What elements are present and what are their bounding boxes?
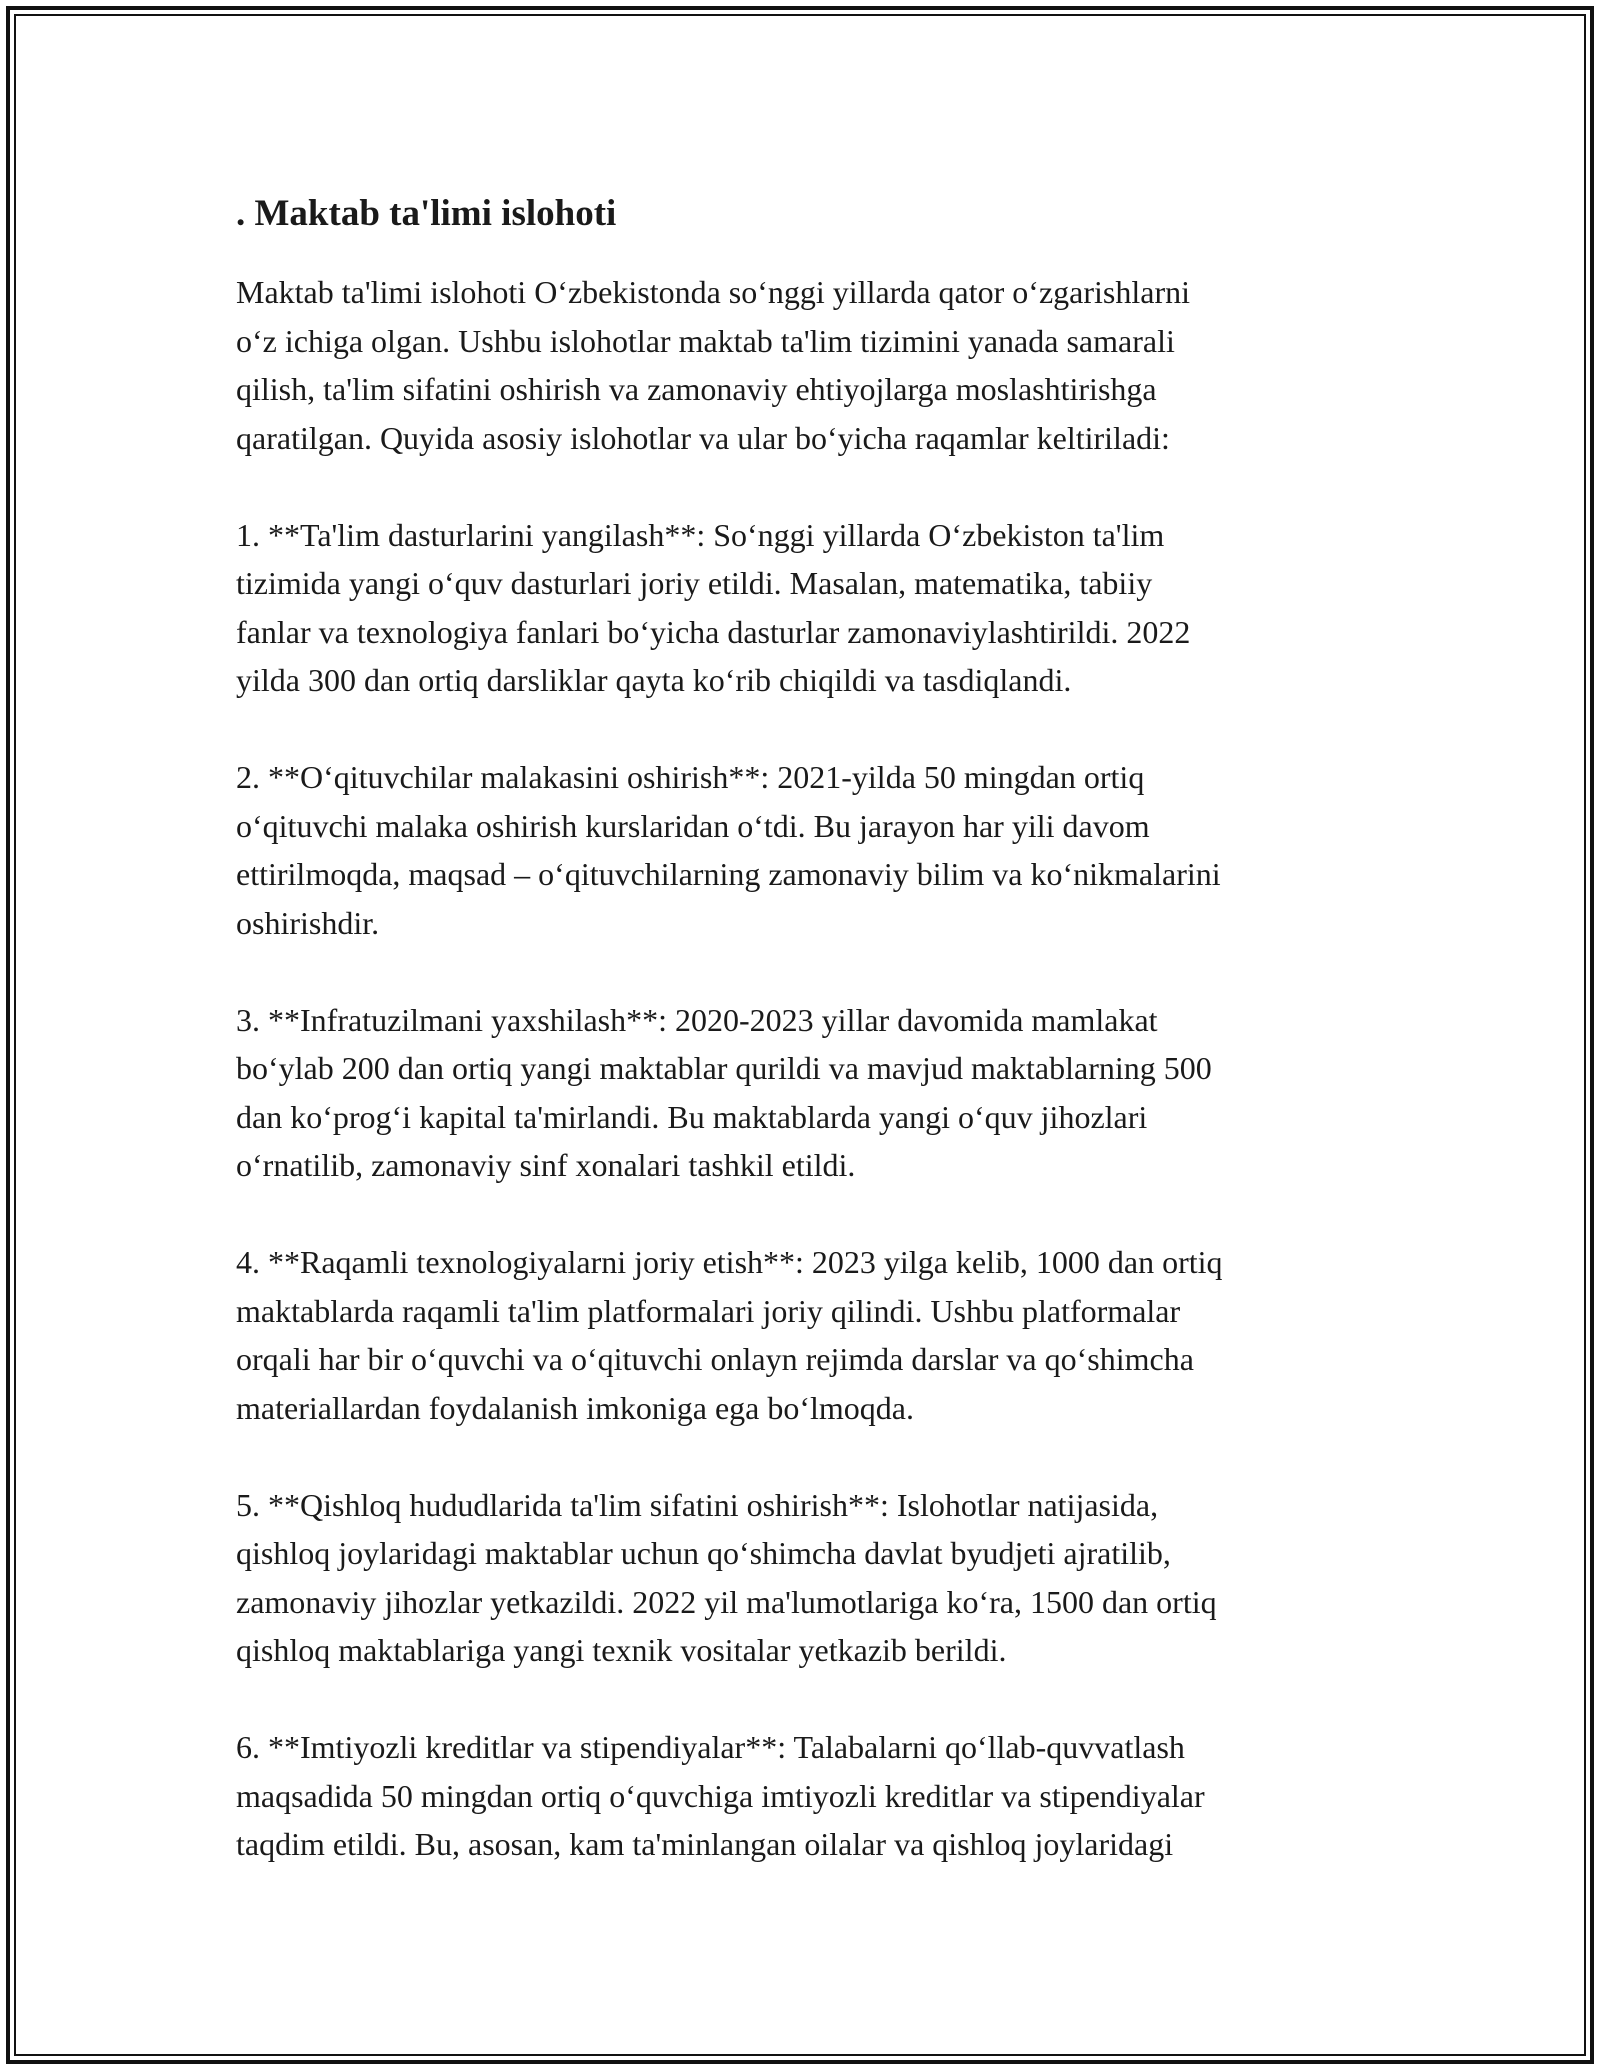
text-line: qishloq joylaridagi maktablar uchun qo‘shimcha davlat byudjeti ajratilib, — [236, 1535, 1171, 1571]
text-line: o‘z ichiga olgan. Ushbu islohotlar maktab ta'lim tizimini yanada samarali — [236, 322, 1175, 359]
text-line: qishloq maktablariga yangi texnik vositalar yetkazib berildi. — [236, 1632, 1007, 1668]
text-line: fanlar va texnologiya fanlari bo‘yicha dasturlar zamonaviylashtirildi. 2022 — [236, 613, 1191, 650]
text-line: 6. **Imtiyozli kreditlar va stipendiyalar**: Talabalarni qo‘llab-quvvatlash — [236, 1729, 1185, 1765]
document-title: . Maktab ta'limi islohoti — [236, 193, 617, 234]
text-line: o‘qituvchi malaka oshirish kurslaridan o‘tdi. Bu jarayon har yili davom — [236, 807, 1150, 844]
text-line: Maktab ta'limi islohoti O‘zbekistonda so‘nggi yillarda qator o‘zgarishlarni — [236, 274, 1190, 310]
text-line: materiallardan foydalanish imkoniga ega bo‘lmoqda. — [236, 1389, 914, 1426]
paragraph-item-3 — [236, 996, 1386, 1190]
text-line: 3. **Infratuzilmani yaxshilash**: 2020-2023 yillar davomida mamlakat — [236, 1001, 1158, 1038]
text-line: taqdim etildi. Bu, asosan, kam ta'minlangan oilalar va qishloq joylaridagi — [236, 1826, 1174, 1862]
text-line: ettirilmoqda, maqsad – o‘qituvchilarning zamonaviy bilim va ko‘nikmalarini — [236, 856, 1221, 892]
text-line: maqsadida 50 mingdan ortiq o‘quvchiga imtiyozli kreditlar va stipendiyalar — [236, 1777, 1205, 1814]
text-line: tizimida yangi o‘quv dasturlari joriy etildi. Masalan, matematika, tabiiy — [236, 565, 1153, 601]
text-line: 2. **O‘qituvchilar malakasini oshirish**: 2021-yilda 50 mingdan ortiq — [236, 759, 1145, 795]
text-line: 4. **Raqamli texnologiyalarni joriy etish**: 2023 yilga kelib, 1000 dan ortiq — [236, 1244, 1223, 1280]
text-line: 5. **Qishloq hududlarida ta'lim sifatini oshirish**: Islohotlar natijasida, — [236, 1486, 1159, 1523]
text-line: qilish, ta'lim sifatini oshirish va zamonaviy ehtiyojlarga moslashtirishga — [236, 371, 1157, 407]
paragraph-intro — [236, 268, 1386, 462]
text-line: o‘rnatilib, zamonaviy sinf xonalari tashkil etildi. — [236, 1147, 856, 1183]
paragraph-item-2 — [236, 753, 1386, 947]
text-line: oshirishdir. — [236, 904, 380, 941]
text-line: maktablarda raqamli ta'lim platformalari joriy qilindi. Ushbu platformalar — [236, 1292, 1181, 1329]
text-line: qaratilgan. Quyida asosiy islohotlar va ular bo‘yicha raqamlar keltiriladi: — [236, 419, 1170, 456]
paragraph-item-6 — [236, 1723, 1386, 1869]
text-line: zamonaviy jihozlar yetkazildi. 2022 yil ma'lumotlariga ko‘ra, 1500 dan ortiq — [236, 1583, 1217, 1620]
text-line: 1. **Ta'lim dasturlarini yangilash**: So‘nggi yillarda O‘zbekiston ta'lim — [236, 516, 1165, 553]
document-page — [236, 186, 1386, 1917]
text-line: dan ko‘prog‘i kapital ta'mirlandi. Bu maktablarda yangi o‘quv jihozlari — [236, 1098, 1148, 1135]
text-line: bo‘ylab 200 dan ortiq yangi maktablar qurildi va mavjud maktablarning 500 — [236, 1050, 1212, 1086]
paragraph-item-5 — [236, 1481, 1386, 1675]
text-line: yilda 300 dan ortiq darsliklar qayta ko‘rib chiqildi va tasdiqlandi. — [236, 662, 1072, 698]
paragraph-item-1 — [236, 511, 1386, 705]
text-line: orqali har bir o‘quvchi va o‘qituvchi onlayn rejimda darslar va qo‘shimcha — [236, 1341, 1194, 1377]
paragraph-item-4 — [236, 1238, 1386, 1432]
